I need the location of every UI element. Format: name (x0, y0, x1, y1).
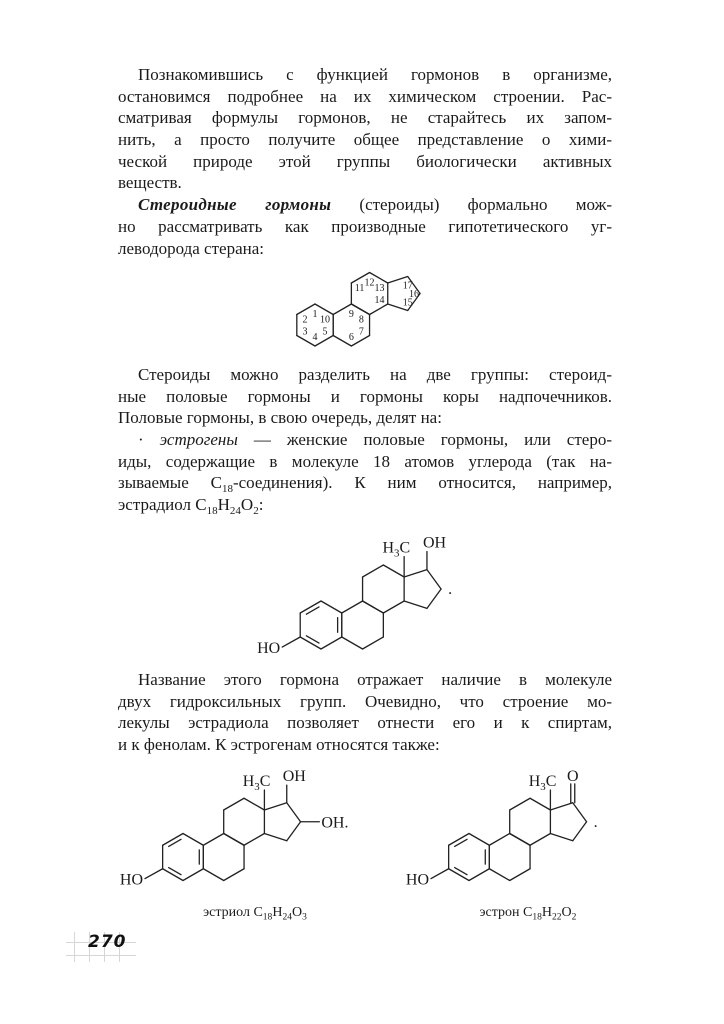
ring-bond (489, 834, 509, 846)
atom-number-11 (355, 283, 365, 294)
label-run: . (448, 581, 453, 598)
ring-bond (264, 834, 286, 841)
label-run: 9 (348, 308, 354, 320)
page-corner-grid (74, 932, 75, 962)
ring-bond (224, 834, 244, 846)
label-run: 3 (302, 326, 308, 338)
text-run: — женские половые гормоны, или стеро- (237, 430, 612, 450)
subscript: 2 (253, 505, 259, 518)
label-run: O (291, 905, 303, 920)
ring-bond (244, 798, 264, 810)
label-run: 1 (312, 308, 318, 320)
ring-bond (342, 601, 363, 613)
label-run: 2 (302, 314, 308, 326)
text-run: двух гидроксильных групп. Очевидно, что строение мо- (118, 691, 612, 711)
ring-bond (404, 601, 427, 608)
ring-bond (573, 822, 587, 841)
label-run: C (399, 539, 411, 557)
atom-number-6 (349, 332, 354, 343)
label-run: эстрон C (479, 905, 533, 920)
ring-bond (530, 798, 550, 810)
ring-bond (363, 565, 384, 577)
sentence-period (448, 581, 452, 598)
hydroxyl-bond (145, 869, 163, 879)
atom-number-8 (359, 315, 364, 326)
subscript: 18 (206, 505, 218, 518)
text-run: Название этого гормона отражает наличие в молекуле (138, 670, 612, 689)
label-run: OH. (321, 814, 349, 832)
hydroxyl-label-HO (120, 872, 143, 889)
text-run: O (240, 495, 254, 515)
ring-bond (363, 637, 384, 649)
text-run: и к фенолам. К эстрогенам относятся также: (118, 735, 440, 755)
label-run: H (242, 773, 255, 791)
label-run: HO (119, 871, 144, 889)
hydroxyl-bond (431, 869, 449, 879)
sterane-structure (297, 273, 420, 347)
ring-bond (383, 565, 404, 577)
hydroxyl-label-OH (321, 814, 348, 831)
estriol-caption (203, 905, 307, 923)
ring-bond (363, 601, 384, 613)
subscript: 18 (532, 912, 542, 923)
label-run: 4 (312, 332, 318, 344)
label-run: 12 (364, 277, 375, 289)
ring-bond (550, 834, 572, 841)
subscript: 3 (254, 781, 260, 794)
estrone-caption (480, 905, 577, 923)
ring-bond (183, 834, 203, 846)
subscript: 3 (540, 781, 546, 794)
label-run: HO (405, 871, 430, 889)
ring-bond (489, 869, 509, 881)
page-number: 270 (88, 932, 127, 952)
estriol-structure (120, 768, 349, 922)
label-run: 8 (358, 314, 364, 326)
label-run: OH (282, 768, 306, 786)
subscript: 18 (262, 912, 273, 923)
subscript: 24 (229, 505, 241, 518)
estradiol-structure (257, 535, 452, 658)
ring-bond (510, 798, 530, 810)
text-run: Познакомившись с функцией гормонов в организме, (138, 65, 612, 84)
text-run: эстрадиол C (118, 495, 207, 515)
methyl-label-H3C (243, 773, 271, 793)
label-run: OH (422, 534, 447, 552)
label-run: . (593, 813, 598, 831)
label-run: HO (257, 640, 281, 658)
label-run: H (541, 905, 553, 920)
subscript: 22 (552, 912, 562, 923)
ring-bond (351, 304, 369, 315)
label-run: C (259, 773, 271, 791)
label-run: 16 (408, 289, 419, 300)
label-run: эстриол C (203, 905, 263, 920)
ring-bond (510, 869, 530, 881)
atom-number-2 (302, 315, 307, 326)
atom-number-17 (403, 281, 413, 292)
subscript: 2 (571, 912, 577, 923)
subscript: 18 (221, 483, 233, 496)
hydroxyl-label-OH (283, 768, 307, 785)
atom-number-14 (375, 295, 385, 306)
atom-number-12 (365, 277, 375, 288)
hydroxyl-label-HO (406, 872, 429, 889)
text-run: -соединения). К ним относится, например, (232, 473, 612, 493)
ring-bond (244, 834, 264, 846)
text-run: (стероиды) формально мож- (331, 195, 612, 215)
ring-bond (203, 834, 223, 846)
text-run: сматривая формулы гормонов, не старайтесь их запом- (118, 108, 612, 128)
ring-bond (530, 834, 550, 846)
ring-bond (224, 869, 244, 881)
ring-bond (383, 601, 404, 613)
label-run: 17 (402, 280, 413, 292)
text-run: веществ. (118, 173, 182, 193)
atom-number-5 (323, 326, 328, 337)
label-run: O (561, 905, 572, 920)
atom-number-3 (302, 326, 307, 337)
label-run: H (528, 773, 541, 791)
text-run: зываемые C (118, 473, 222, 493)
bold-term: Стероидные гормоны (138, 195, 332, 215)
label-run: 10 (320, 314, 331, 326)
hydroxyl-label-HO (257, 640, 280, 657)
methyl-label-H3C (529, 773, 557, 793)
label-run: H (382, 539, 395, 557)
ring-bond (342, 637, 363, 649)
ring-bond (510, 834, 530, 846)
ring-bond (469, 834, 489, 846)
carbonyl-label-O (567, 768, 579, 785)
atom-number-1 (313, 309, 318, 320)
label-run: 13 (374, 283, 385, 295)
estrone-structure (406, 768, 598, 923)
label-run: H (272, 905, 283, 920)
text-run: ные половые гормоны и гормоны коры надпочечников. (118, 386, 612, 406)
ring-bond (183, 869, 203, 881)
page-corner-grid (66, 955, 136, 956)
methyl-label-H3C (382, 540, 410, 560)
text-run: Стероиды можно разделить на две группы: стероид- (138, 365, 612, 384)
label-run: 14 (374, 294, 385, 306)
text-run: H (217, 495, 230, 515)
label-run: 6 (348, 332, 354, 344)
ring-bond (321, 637, 342, 649)
label-run: 11 (354, 283, 365, 295)
text-run: иды, содержащие в молекуле 18 атомов углерода (так на- (118, 451, 612, 471)
ring-bond (315, 304, 333, 315)
atom-number-7 (359, 326, 364, 337)
hydroxyl-bond (282, 637, 300, 647)
ring-bond (550, 803, 572, 810)
text-run: нить, а просто получите общее представление о хими- (118, 130, 612, 150)
text-run: · (138, 430, 160, 450)
label-run: 15 (402, 297, 413, 309)
label-run: C (545, 773, 557, 791)
text-run: Половые гормоны, в свою очередь, делят на: (118, 408, 442, 428)
ring-bond (287, 803, 301, 822)
label-run: 5 (322, 326, 328, 338)
ring-bond (573, 803, 587, 822)
text-run: леводорода стерана: (118, 238, 264, 258)
text-run: остановимся подробнее на их химическом строении. Рас- (118, 86, 612, 106)
ring-bond (427, 570, 441, 589)
label-run: 7 (358, 326, 364, 338)
subscript: 24 (282, 912, 292, 923)
sentence-period (594, 814, 598, 831)
text-run: ческой природе этой группы биологически активных (118, 151, 612, 171)
text-run: но рассматривать как производные гипотетического уг- (118, 216, 612, 236)
subscript: 3 (394, 547, 400, 560)
atom-number-4 (313, 332, 318, 343)
atom-number-10 (320, 315, 330, 326)
text-run: лекулы эстрадиола позволяет отнести его и к спиртам, (118, 713, 612, 733)
ring-bond (287, 822, 301, 841)
ring-bond (469, 869, 489, 881)
ring-bond (264, 803, 286, 810)
ring-bond (224, 798, 244, 810)
text-run: : (258, 495, 264, 515)
subscript: 3 (302, 912, 307, 923)
atom-number-9 (349, 309, 354, 320)
hydroxyl-label-OH (423, 535, 447, 552)
atom-number-13 (375, 283, 385, 294)
ring-bond (321, 601, 342, 613)
ring-bond (203, 869, 223, 881)
italic-term: эстрогены (159, 430, 238, 450)
label-run: O (566, 767, 579, 785)
ring-bond (404, 570, 427, 577)
ring-bond (427, 589, 441, 608)
